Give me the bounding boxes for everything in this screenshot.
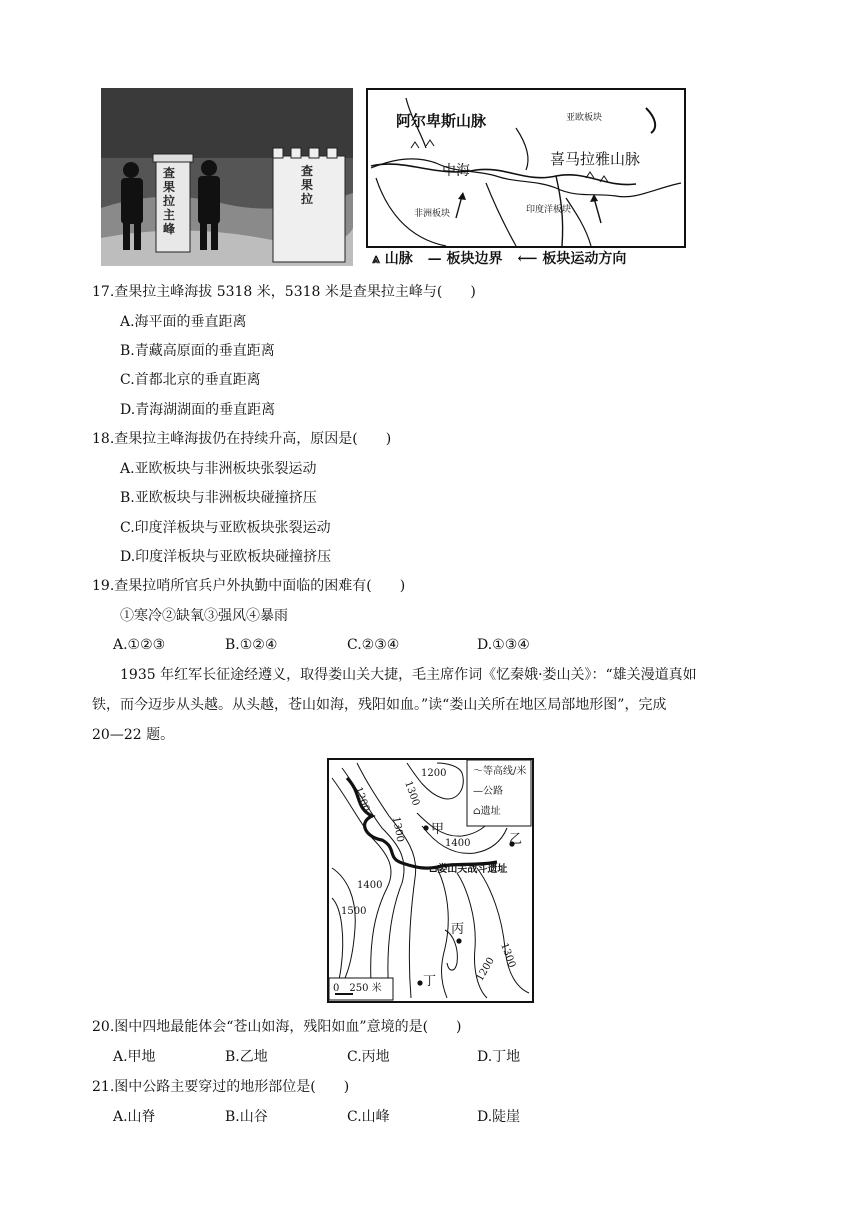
q17-stem: 17.查果拉主峰海拔 5318 米，5318 米是查果拉主峰与( ) [92,284,476,300]
arrow-legend-icon: ⟵ [517,251,538,267]
q18-stem: 18.查果拉主峰海拔仍在持续升高，原因是( ) [92,431,392,447]
q18-option-c: C.印度洋板块与亚欧板块张裂运动 [120,520,331,536]
scale-bar-label: 0 250 米 [333,983,382,994]
plate-map-legend [372,248,686,268]
q18-option-d: D.印度洋板块与亚欧板块碰撞挤压 [120,549,332,565]
q18-option-b: B.亚欧板块与非洲板块碰撞挤压 [120,490,317,506]
q19-items: ①寒冷②缺氧③强风④暴雨 [120,608,288,624]
q17-option-d: D.青海湖湖面的垂直距离 [120,402,276,418]
med-sea-label: 中海 [442,163,470,179]
passage-line-3: 20—22 题。 [92,727,175,743]
eurasian-plate-label: 亚欧板块 [566,113,603,123]
q19-option-c: C.②③④ [347,637,400,653]
q20-option-c: C.丙地 [347,1049,390,1065]
mountain-legend-icon: ⩓ [372,251,380,267]
q21-option-d: D.陡崖 [477,1109,521,1125]
sentry-post-photo [101,88,353,266]
alps-label: 阿尔卑斯山脉 [396,112,487,130]
q19-option-b: B.①②④ [225,637,278,653]
contour-value: 1200 [352,785,372,814]
loushanguan-contour-map [327,758,534,1003]
q18-option-a: A.亚欧板块与非洲板块张裂运动 [120,461,317,477]
passage-line-2: 铁，而今迈步从头越。从头越，苍山如海，残阳如血。”读“娄山关所在地区局部地形图”，完成 [92,697,667,713]
q19-option-d: D.①③④ [477,637,530,653]
contour-value: 1200 [421,768,447,779]
right-post-text: 查果拉 [301,164,314,206]
q21-stem: 21.图中公路主要穿过的地形部位是( ) [92,1079,350,1095]
q20-stem: 20.图中四地最能体会“苍山如海，残阳如血”意境的是( ) [92,1019,462,1035]
african-plate-label: 非洲板块 [414,209,451,219]
contour-value: 1200 [474,955,497,984]
contour-value: 1400 [445,838,471,849]
q20-option-a: A.甲地 [113,1049,156,1065]
boundary-legend-icon: — [427,251,442,267]
site-legend-label: 遗址 [480,806,501,817]
contour-legend-label: 等高线/米 [483,766,527,777]
mountain-legend-label: 山脉 [384,251,413,267]
road-line-icon: — [473,786,483,797]
contour-value: 1300 [402,779,422,808]
q17-option-b: B.青藏高原面的垂直距离 [120,343,275,359]
site-icon: ⌂ [473,806,481,817]
q20-option-b: B.乙地 [225,1049,268,1065]
left-post-text: 查果拉主峰 [163,166,176,236]
place-yi: 乙 [509,832,523,847]
battle-site-label: ⌂娄山关战斗遗址 [429,864,508,875]
place-bing: 丙 [451,922,465,937]
movement-legend-label: 板块运动方向 [542,251,627,267]
q21-option-a: A.山脊 [113,1109,156,1125]
contour-line-icon: 〜 [473,766,483,777]
q17-option-a: A.海平面的垂直距离 [120,314,247,330]
boundary-legend-label: 板块边界 [446,251,503,267]
q17-option-c: C.首都北京的垂直距离 [120,372,261,388]
place-ding: 丁 [423,974,437,989]
himalaya-label: 喜马拉雅山脉 [550,150,641,168]
q21-option-c: C.山峰 [347,1109,390,1125]
indian-plate-label: 印度洋板块 [526,205,572,215]
contour-value: 1300 [498,941,518,970]
contour-value: 1400 [357,880,383,891]
q19-option-a: A.①②③ [113,637,166,653]
plate-map [366,88,686,268]
q19-stem: 19.查果拉哨所官兵户外执勤中面临的困难有( ) [92,578,406,594]
q20-option-d: D.丁地 [477,1049,521,1065]
site-icon: ⌂ [429,864,438,875]
road-legend-label: 公路 [483,786,503,797]
q21-option-b: B.山谷 [225,1109,268,1125]
contour-value: 1500 [341,906,367,917]
contour-value: 1300 [390,816,406,843]
contour-legend [473,762,526,822]
passage-line-1: 1935 年红军长征途经遵义，取得娄山关大捷，毛主席作词《忆秦娥·娄山关》：“雄关漫道真如 [120,667,697,683]
place-jia: 甲 [431,822,445,837]
